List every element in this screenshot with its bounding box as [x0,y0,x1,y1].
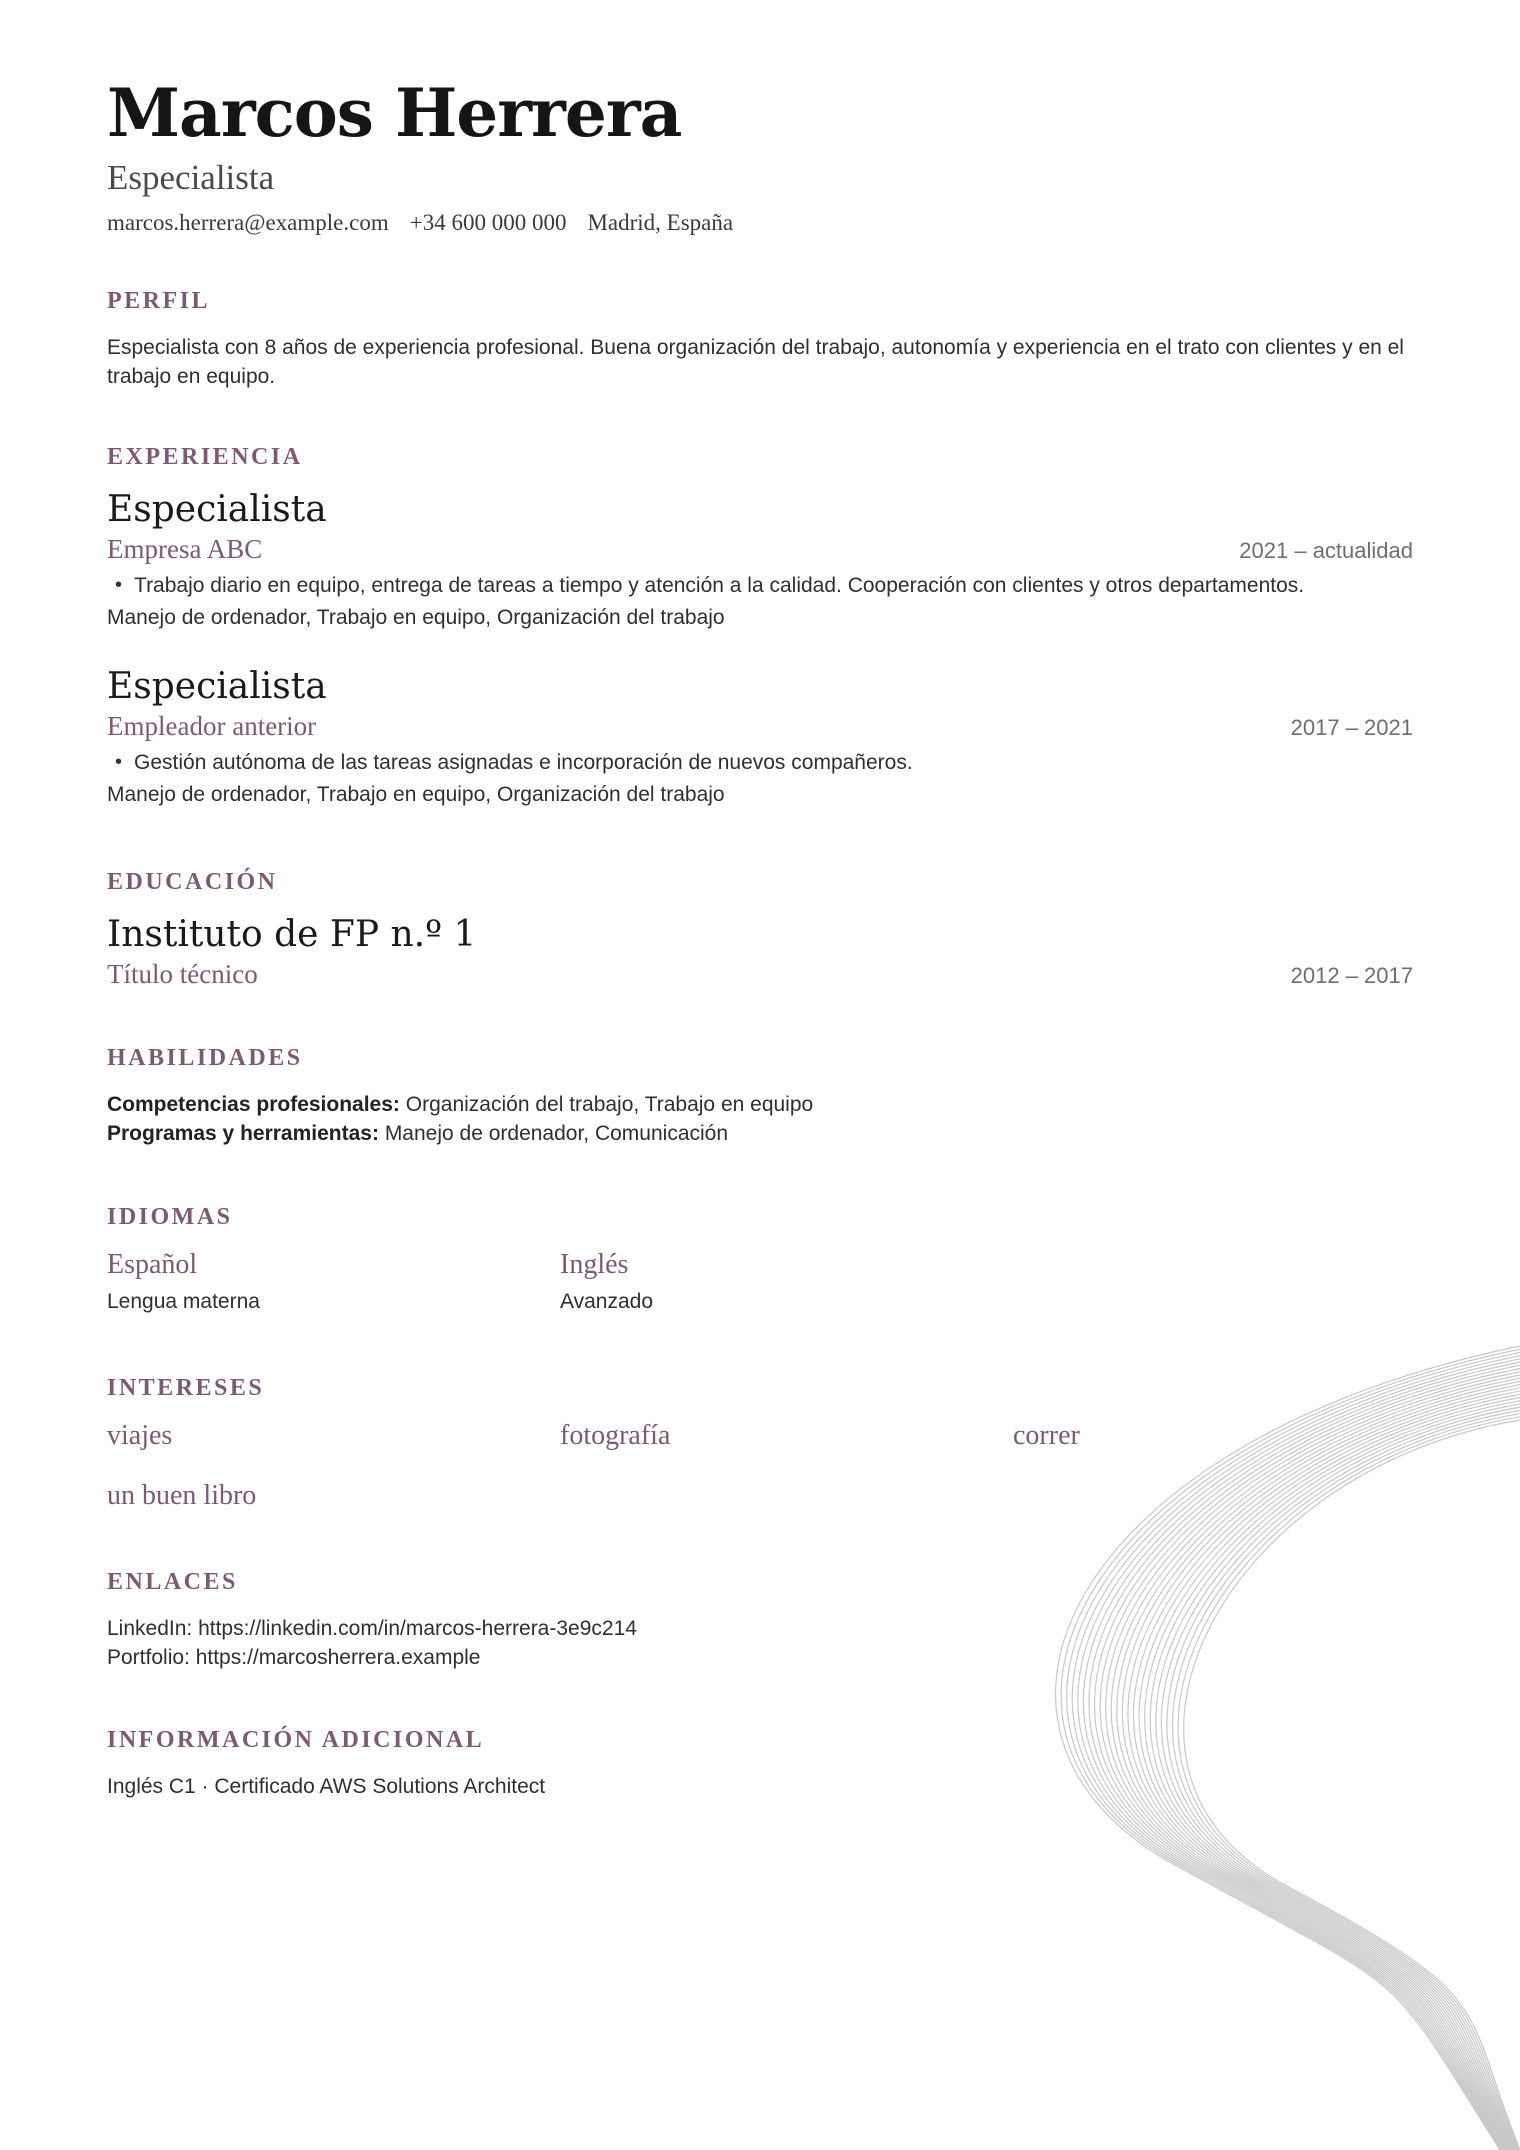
bullet-dot-icon: • [115,751,123,773]
section-additional [107,1728,1413,1801]
section-skills [107,1046,1413,1148]
language-item [560,1251,980,1312]
skills-row [107,1090,1413,1119]
section-title-additional: INFORMACIÓN ADICIONAL [107,1727,485,1753]
language-item [107,1251,527,1312]
section-experience [107,445,1413,469]
language-level: Avanzado [560,1290,654,1313]
section-interests [107,1376,1413,1516]
section-languages [107,1205,1413,1325]
interest-item: viajes [107,1420,173,1451]
interest-item: correr [1013,1420,1080,1451]
language-name: Inglés [560,1249,629,1280]
experience-item [107,489,1413,632]
experience-dates: 2017 – 2021 [1290,715,1413,740]
additional-text: Inglés C1 · Certificado AWS Solutions Architect [107,1775,546,1798]
experience-dates: 2021 – actualidad [1239,538,1413,563]
education-degree: Título técnico [107,959,258,989]
education-dates: 2012 – 2017 [1290,963,1413,988]
experience-company: Empresa ABC [107,534,263,564]
profile-text: Especialista con 8 años de experiencia profesional. Buena organización del trabajo, autonomía y experiencia en el trato con clientes y en el trabajo en equipo. [107,336,1404,388]
experience-position: Especialista [107,489,327,530]
skills-value: Manejo de ordenador, Comunicación [384,1122,729,1145]
experience-position: Especialista [107,666,327,707]
candidate-name: Marcos Herrera [107,74,682,152]
education-item [107,914,1413,989]
candidate-role: Especialista [107,158,275,197]
education-institution: Instituto de FP n.º 1 [107,914,477,955]
interest-item: fotografía [560,1420,671,1451]
contact-line [107,211,733,234]
language-level: Lengua materna [107,1290,260,1313]
experience-bullet: Gestión autónoma de las tareas asignadas e incorporación de nuevos compañeros. [134,751,913,774]
section-title-profile: PERFIL [107,288,211,314]
section-links [107,1570,1413,1672]
link-portfolio[interactable]: Portfolio: https://marcosherrera.example [107,1646,481,1669]
contact-phone[interactable]: +34 600 000 000 [409,210,567,235]
language-name: Español [107,1249,198,1280]
bullet-dot-icon: • [115,574,123,596]
section-title-education: EDUCACIÓN [107,869,278,895]
section-profile [107,289,1413,391]
experience-skills: Manejo de ordenador, Trabajo en equipo, Organización del trabajo [107,783,725,806]
section-title-interests: INTERESES [107,1375,265,1401]
section-title-skills: HABILIDADES [107,1045,303,1071]
section-title-links: ENLACES [107,1569,238,1595]
skills-label: Programas y herramientas: [107,1122,379,1145]
experience-item [107,666,1413,809]
skills-value: Organización del trabajo, Trabajo en equipo [405,1093,814,1116]
skills-row [107,1119,1413,1148]
skills-label: Competencias profesionales: [107,1093,400,1116]
contact-email[interactable]: marcos.herrera@example.com [107,210,389,235]
section-education [107,870,1413,894]
experience-bullet: Trabajo diario en equipo, entrega de tareas a tiempo y atención a la calidad. Cooperación con clientes y otros departamentos. [134,574,1305,597]
link-linkedin[interactable]: LinkedIn: https://linkedin.com/in/marcos-herrera-3e9c214 [107,1617,637,1640]
section-title-languages: IDIOMAS [107,1204,233,1230]
section-title-experience: EXPERIENCIA [107,444,303,470]
experience-skills: Manejo de ordenador, Trabajo en equipo, Organización del trabajo [107,606,725,629]
experience-company: Empleador anterior [107,711,317,741]
contact-location: Madrid, España [587,210,734,235]
interest-item: un buen libro [107,1480,257,1511]
